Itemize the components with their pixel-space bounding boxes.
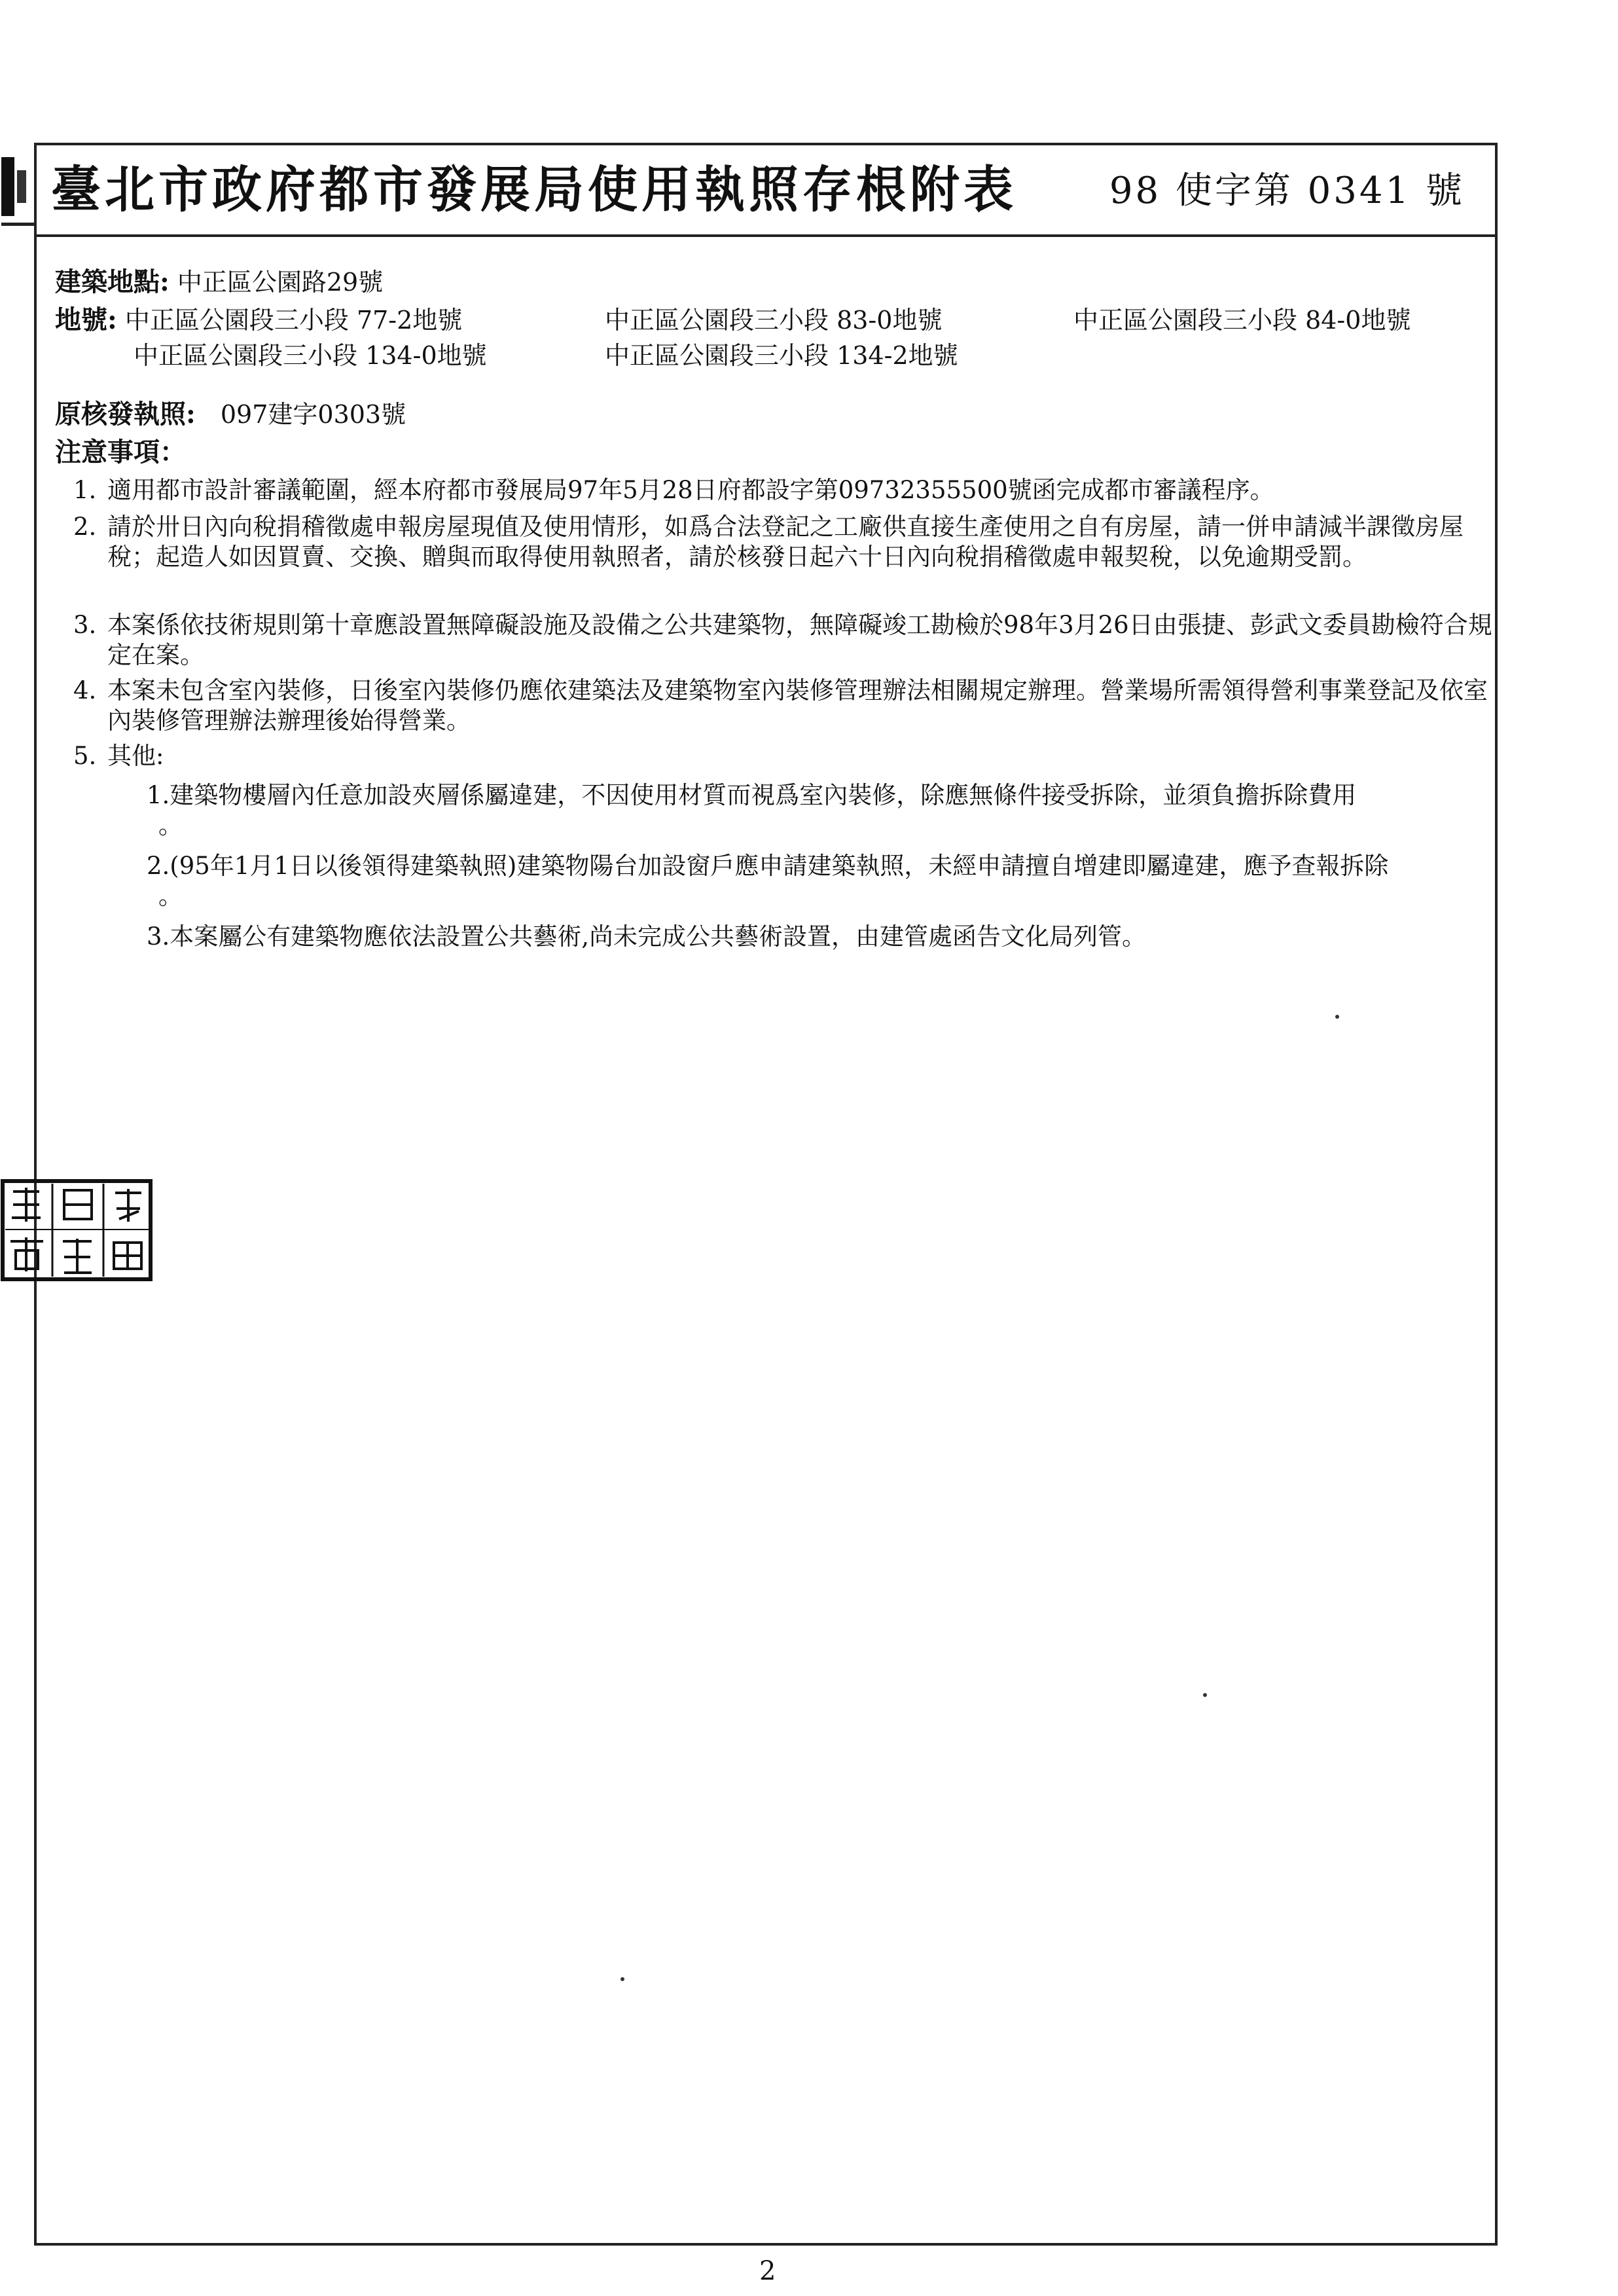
page-number: 2 [759,2256,776,2286]
document-frame [34,143,1498,2246]
note-item [73,676,1501,736]
notes-heading: 注意事項： [55,437,186,467]
other-item-text: 2.(95年1月1日以後領得建築執照)建築物陽台加設窗戶應申請建築執照，未經申請擅自增建即屬違建，應予查報拆除 [147,852,1389,880]
note-text: 請於卅日內向稅捐稽徵處申報房屋現值及使用情形，如爲合法登記之工廠供直接生產使用之自有房屋，請一併申請減半課徵房屋稅；起造人如因買賣、交換、贈與而取得使用執照者，請於核發日起六十日內向稅捐稽徵處申報契稅，以免逾期受罰。 [107,513,1464,571]
note-number: 3. [73,611,97,639]
title-bar [37,145,1495,237]
scan-speck [1203,1693,1207,1697]
note-text: 適用都市設計審議範圍，經本府都市發展局97年5月28日府都設字第09732355500號函完成都市審議程序。 [107,476,1274,504]
scan-speck [620,1977,624,1981]
other-item [147,780,1501,841]
note-number: 5. [73,742,97,770]
note-text: 其他: [107,742,164,770]
other-item-end: 。 [158,882,183,910]
note-item [73,741,1501,771]
lots-row-1 [55,305,462,335]
original-license-label: 原核發執照: [55,399,196,429]
other-item-text: 3.本案屬公有建築物應依法設置公共藝術,尚未完成公共藝術設置，由建管處函告文化局列管。 [147,922,1147,951]
note-number: 1. [73,476,97,504]
note-text: 本案係依技術規則第十章應設置無障礙設施及設備之公共建築物，無障礙竣工勘檢於98年3月26日由張捷、彭武文委員勘檢符合規定在案。 [107,611,1492,669]
lots-label: 地號: [55,304,117,335]
scan-speck [1335,1015,1339,1019]
site-location-label: 建築地點: [55,266,170,297]
lot-item: 中正區公園段三小段 77-2地號 [124,306,463,335]
note-text: 本案未包含室內裝修，日後室內裝修仍應依建築法及建築物室內裝修管理辦法相關規定辦理。營業場所需領得營利事業登記及依室內裝修管理辦法辦理後始得營業。 [107,676,1488,735]
other-item-text: 1.建築物樓層內任意加設夾層係屬違建，不因使用材質而視爲室內裝修，除應無條件接受拆除，並須負擔拆除費用 [147,781,1357,809]
site-location-row [55,267,383,297]
other-item [147,922,1501,952]
original-license-value: 097建字0303號 [220,400,406,429]
document-title: 臺北市政府都市發展局使用執照存根附表 [51,160,1017,219]
official-seal-stamp [0,1178,154,1283]
lot-item: 中正區公園段三小段 84-0地號 [1073,306,1411,335]
site-location-value: 中正區公園路29號 [177,268,384,297]
permit-number: 98 使字第 0341 號 [1109,170,1465,212]
lot-item: 中正區公園段三小段 83-0地號 [605,306,943,335]
note-number: 4. [73,676,97,704]
other-item-end: 。 [158,811,183,839]
note-item [73,475,1501,505]
note-item [73,610,1501,670]
lot-item: 中正區公園段三小段 134-2地號 [605,341,958,370]
note-number: 2. [73,513,97,541]
binding-mark [0,151,39,249]
lot-item: 中正區公園段三小段 134-0地號 [134,341,487,370]
other-item [147,851,1501,911]
original-license-row [55,399,406,429]
note-item [73,512,1501,572]
